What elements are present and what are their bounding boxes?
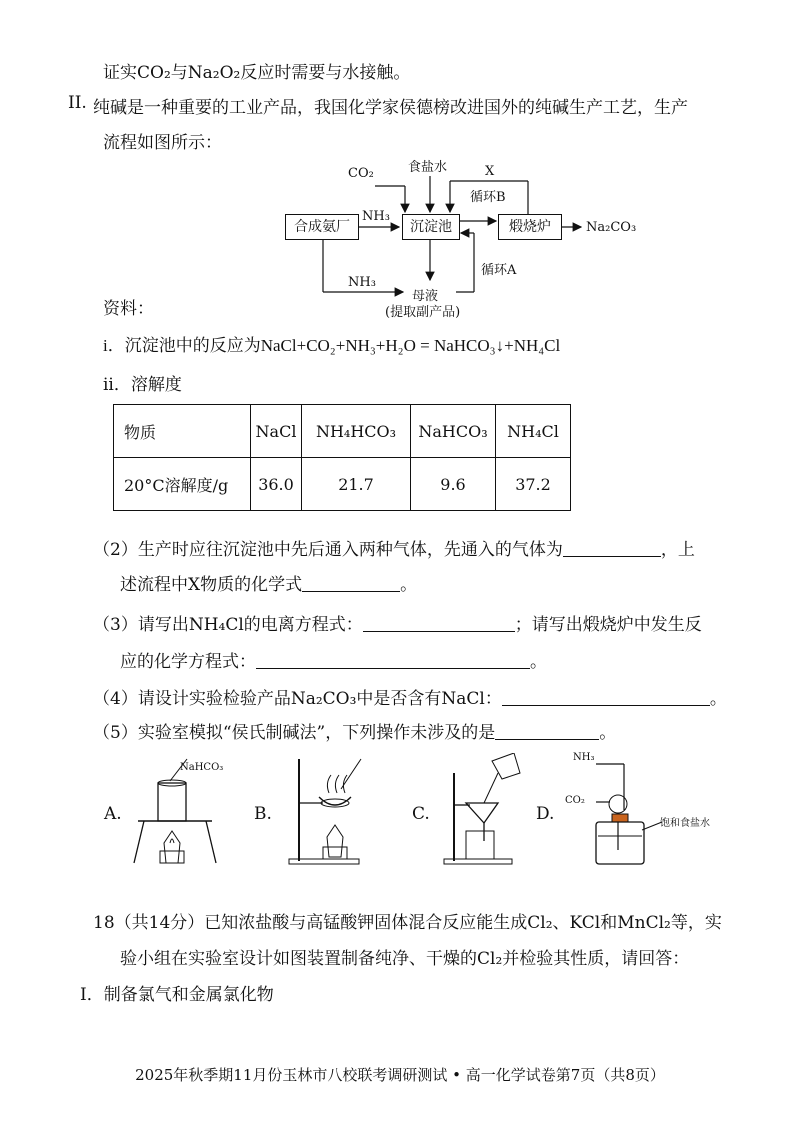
- table-cell: 21.7: [302, 458, 411, 511]
- q3-line2: [120, 647, 547, 672]
- section-intro-line1: 纯碱是一种重要的工业产品，我国化学家侯德榜改进国外的纯碱生产工艺，生产: [93, 98, 688, 118]
- q4-text-b: 。: [709, 689, 727, 709]
- q3-text-c: 应的化学方程式：: [120, 652, 256, 672]
- q2-text-b: ，上: [660, 540, 695, 560]
- q4-line: [93, 684, 727, 709]
- box-ammonia-plant: 合成氨厂: [285, 214, 359, 240]
- table-header-cell: NaHCO₃: [411, 405, 496, 458]
- flow-diagram: [0, 0, 800, 330]
- table-cell: 20°C溶解度/g: [114, 458, 251, 511]
- apparatus-a-label: NaHCO₃: [180, 762, 224, 773]
- q3-text-b: ；请写出煅烧炉中发生反: [514, 615, 702, 635]
- solubility-table: [113, 404, 571, 511]
- q18-subheading: I．制备氯气和金属氯化物: [80, 985, 274, 1005]
- table-header-cell: NaCl: [251, 405, 302, 458]
- box-sediment-tank: 沉淀池: [402, 214, 460, 240]
- q2-line1: [93, 535, 695, 560]
- section-label: II.: [68, 93, 87, 113]
- label-na2co3: Na₂CO₃: [586, 220, 637, 235]
- q18-line2: 验小组在实验室设计如图装置制备纯净、干燥的Cl₂并检验其性质，请回答：: [120, 949, 690, 969]
- table-header-cell: NH₄Cl: [496, 405, 571, 458]
- page-footer: 2025年秋季期11月份玉林市八校联考调研测试 • 高一化学试卷第7页（共8页）: [135, 1066, 665, 1084]
- table-row: [114, 405, 571, 458]
- label-by-product: (提取副产品): [385, 305, 461, 320]
- box-furnace: 煅烧炉: [498, 214, 562, 240]
- option-a-label: A.: [104, 804, 122, 824]
- q2-text-d: 。: [400, 575, 418, 595]
- q2-line2: [120, 570, 417, 595]
- table-row: [114, 458, 571, 511]
- label-nh3-bottom: NH₃: [348, 275, 376, 290]
- option-b-label: B.: [254, 804, 272, 824]
- option-c-label: C.: [412, 804, 430, 824]
- q2-blank-2[interactable]: [302, 575, 400, 592]
- q5-blank[interactable]: [495, 723, 599, 740]
- q2-text-c: 述流程中X物质的化学式: [120, 575, 303, 595]
- q4-blank[interactable]: [502, 689, 710, 706]
- q2-blank-1[interactable]: [563, 540, 661, 557]
- q5-text-b: 。: [599, 723, 617, 743]
- label-nh3-top: NH₃: [362, 209, 390, 224]
- label-co2-in: CO₂: [348, 166, 374, 181]
- table-header-cell: NH₄HCO₃: [302, 405, 411, 458]
- apparatus-d-nh3: NH₃: [573, 752, 595, 763]
- continued-line: 证实CO₂与Na₂O₂反应时需要与水接触。: [103, 63, 411, 83]
- q3-blank-2[interactable]: [256, 652, 530, 669]
- table-cell: 37.2: [496, 458, 571, 511]
- label-loop-a: 循环A: [481, 263, 517, 278]
- q18-line1: 18（共14分）已知浓盐酸与高锰酸钾固体混合反应能生成Cl₂、KCl和MnCl₂等，实: [93, 913, 722, 933]
- q2-text-a: （2）生产时应往沉淀池中先后通入两种气体，先通入的气体为: [93, 540, 563, 560]
- option-d-label: D.: [536, 804, 555, 824]
- q3-text-d: 。: [530, 652, 547, 672]
- q3-line1: [93, 610, 702, 635]
- label-loop-b: 循环B: [470, 190, 506, 205]
- q5-text-a: （5）实验室模拟“侯氏制碱法”，下列操作未涉及的是: [93, 723, 496, 743]
- q4-text-a: （4）请设计实验检验产品Na₂CO₃中是否含有NaCl：: [93, 689, 502, 709]
- flow-arrows: [0, 0, 800, 330]
- apparatus-d-co2: CO₂: [565, 795, 585, 806]
- apparatus-c-filtration-icon: [440, 753, 530, 868]
- table-cell: 36.0: [251, 458, 302, 511]
- material-label: 资料：: [103, 299, 154, 319]
- table-cell: 9.6: [411, 458, 496, 511]
- label-mother-liquor: 母液: [412, 289, 439, 304]
- apparatus-b-evaporation-icon: [285, 753, 375, 868]
- info-i: i．沉淀池中的反应为NaCl+CO₂+NH₃+H₂O = NaHCO₃↓+NH₄Cl: [103, 336, 561, 355]
- q3-text-a: （3）请写出NH₄Cl的电离方程式：: [93, 615, 363, 635]
- section-intro-line2: 流程如图所示：: [103, 133, 222, 153]
- q3-blank-1[interactable]: [363, 615, 515, 632]
- label-x: X: [485, 164, 495, 179]
- apparatus-d-gas-bottle-icon: [566, 750, 696, 870]
- label-brine-in: 食盐水: [408, 160, 448, 175]
- table-header-cell: 物质: [114, 405, 251, 458]
- apparatus-d-label: 饱和食盐水: [660, 818, 710, 829]
- info-ii: ii．溶解度: [103, 375, 182, 395]
- q5-line: [93, 718, 616, 743]
